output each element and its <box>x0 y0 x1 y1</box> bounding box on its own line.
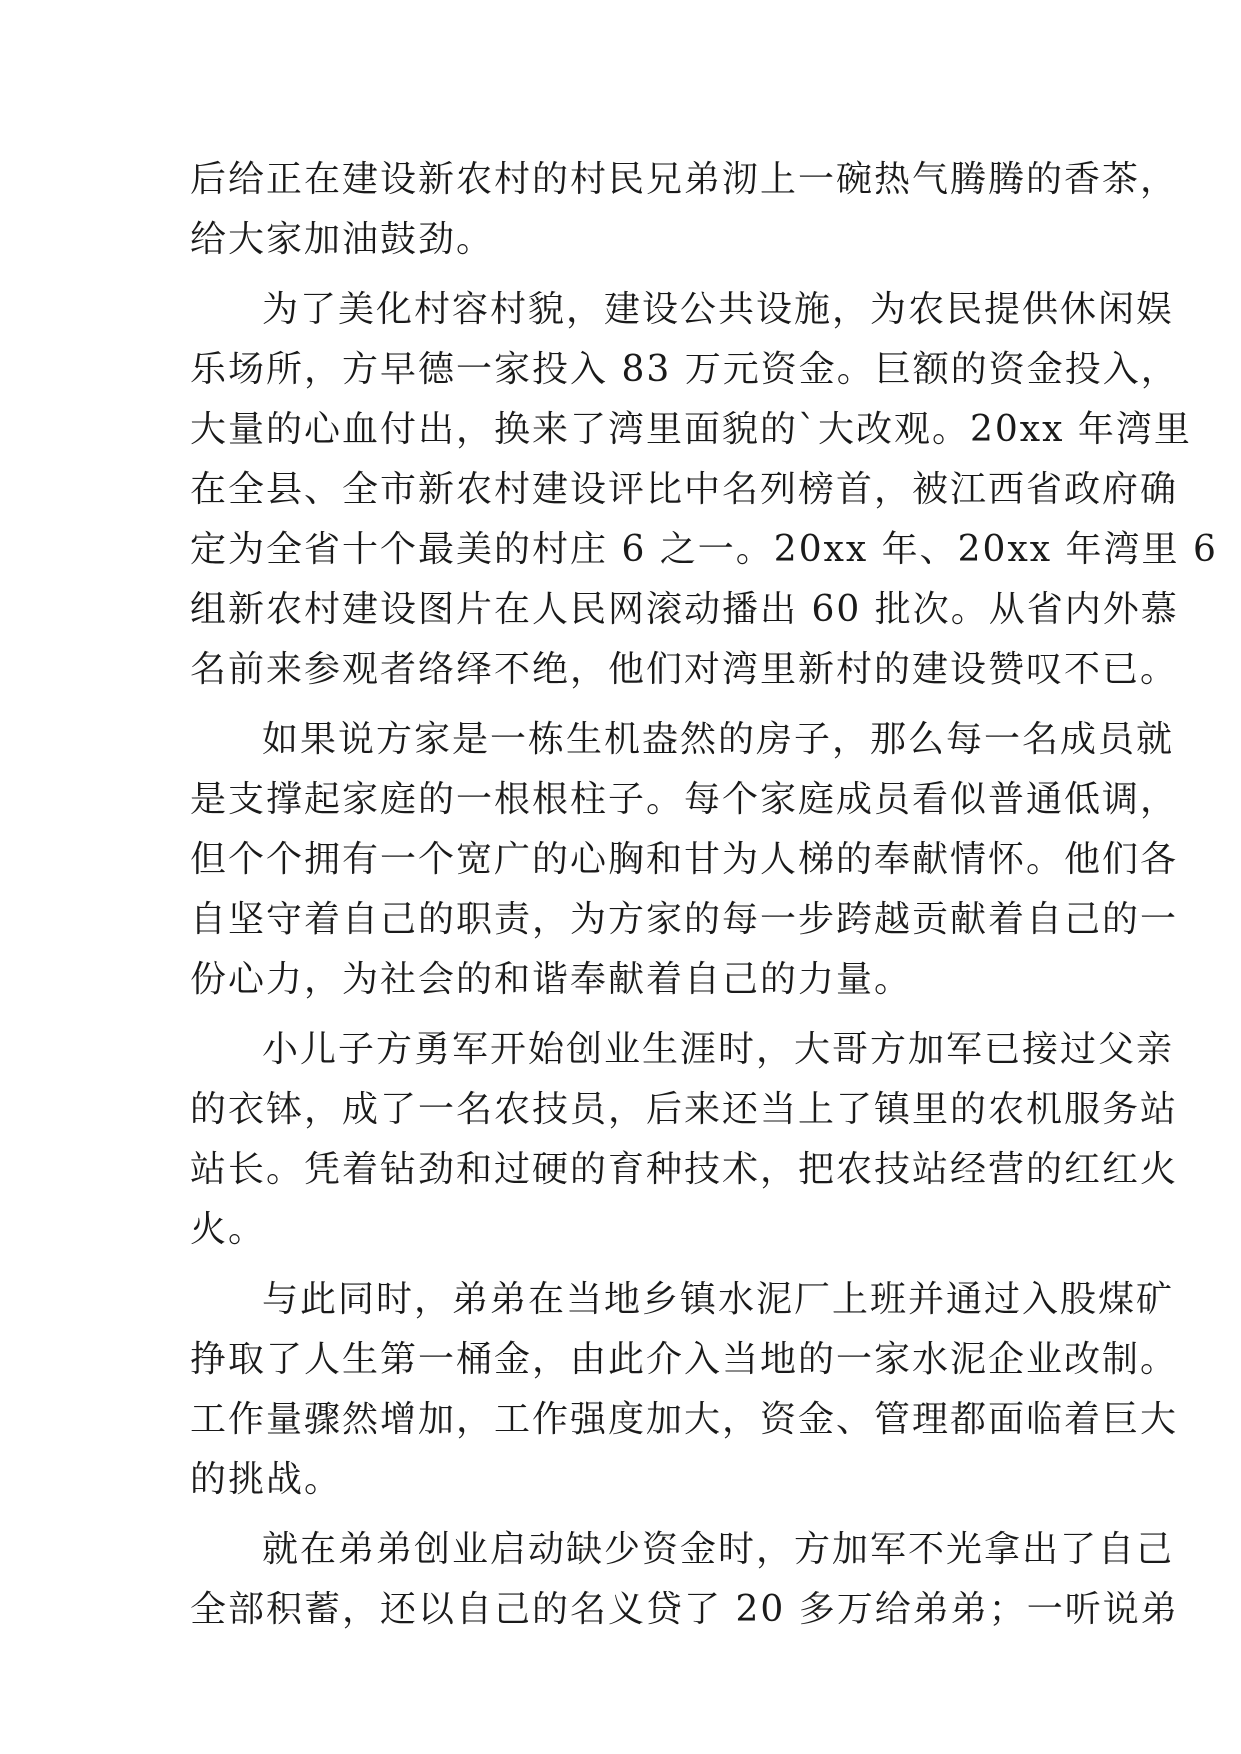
paragraph-start-line: 如果说方家是一栋生机盎然的房子，那么每一名成员就 <box>262 719 1175 760</box>
text-line: 自坚守着自己的职责，为方家的每一步跨越贡献着自己的一 <box>190 899 1179 940</box>
text-line: 全部积蓄，还以自己的名义贷了 20 多万给弟弟；一听说弟 <box>190 1589 1179 1630</box>
paragraph-start-line: 小儿子方勇军开始创业生涯时，大哥方加军已接过父亲 <box>262 1029 1175 1070</box>
text-line: 的衣钵，成了一名农技员，后来还当上了镇里的农机服务站 <box>190 1089 1179 1130</box>
text-line: 在全县、全市新农村建设评比中名列榜首，被江西省政府确 <box>190 469 1179 510</box>
text-line: 乐场所，方早德一家投入 83 万元资金。巨额的资金投入， <box>190 349 1179 390</box>
text-line: 工作量骤然增加，工作强度加大，资金、管理都面临着巨大 <box>190 1399 1179 1440</box>
text-line: 大量的心血付出，换来了湾里面貌的`大改观。20xx 年湾里 <box>190 409 1192 450</box>
paragraph-start-line: 就在弟弟创业启动缺少资金时，方加军不光拿出了自己 <box>262 1529 1175 1570</box>
text-line: 后给正在建设新农村的村民兄弟沏上一碗热气腾腾的香茶， <box>190 159 1179 200</box>
text-line: 份心力，为社会的和谐奉献着自己的力量。 <box>190 959 913 1000</box>
paragraph-start-line: 为了美化村容村貌，建设公共设施，为农民提供休闲娱 <box>262 289 1175 330</box>
text-line: 是支撑起家庭的一根根柱子。每个家庭成员看似普通低调， <box>190 779 1179 820</box>
text-line: 站长。凭着钻劲和过硬的育种技术，把农技站经营的红红火 <box>190 1149 1179 1190</box>
text-line: 挣取了人生第一桶金，由此介入当地的一家水泥企业改制。 <box>190 1339 1179 1380</box>
document-body <box>190 150 1218 1640</box>
text-line: 火。 <box>190 1209 267 1250</box>
paragraph-start-line: 与此同时，弟弟在当地乡镇水泥厂上班并通过入股煤矿 <box>262 1279 1175 1320</box>
text-line: 给大家加油鼓劲。 <box>190 219 495 260</box>
text-line: 但个个拥有一个宽广的心胸和甘为人梯的奉献情怀。他们各 <box>190 839 1179 880</box>
text-line: 名前来参观者络绎不绝，他们对湾里新村的建设赞叹不已。 <box>190 649 1179 690</box>
text-line: 定为全省十个最美的村庄 6 之一。20xx 年、20xx 年湾里 6 <box>190 529 1218 570</box>
text-line: 的挑战。 <box>190 1459 343 1500</box>
text-line: 组新农村建设图片在人民网滚动播出 60 批次。从省内外慕 <box>190 589 1179 630</box>
